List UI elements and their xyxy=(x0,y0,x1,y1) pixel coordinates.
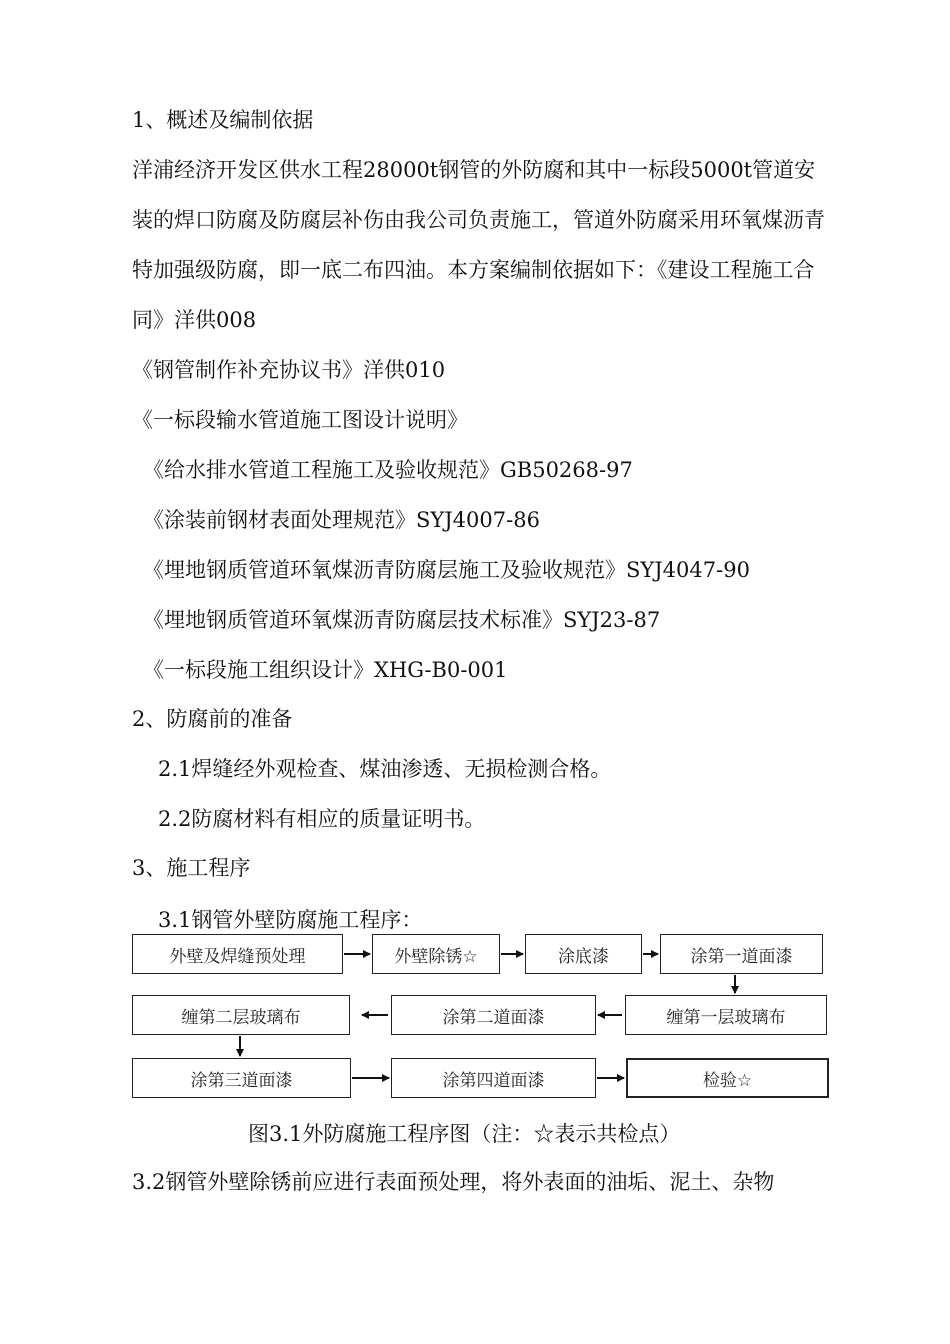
flow-step-second-topcoat: 涂第二道面漆 xyxy=(391,995,596,1035)
section-2-heading: 2、防腐前的准备 xyxy=(132,707,293,731)
section-1-heading: 1、概述及编制依据 xyxy=(132,108,314,132)
flow-step-primer: 涂底漆 xyxy=(525,934,642,974)
flow-step-third-topcoat: 涂第三道面漆 xyxy=(132,1058,351,1098)
reference-item: 《钢管制作补充协议书》洋供010 xyxy=(132,358,446,382)
flow-step-pretreatment: 外壁及焊缝预处理 xyxy=(132,934,343,974)
flow-step-second-glass-cloth: 缠第二层玻璃布 xyxy=(132,995,350,1035)
section-3-heading: 3、施工程序 xyxy=(132,856,251,880)
flow-step-rust-removal: 外壁除锈☆ xyxy=(372,934,500,974)
reference-item: 《涂装前钢材表面处理规范》SYJ4007-86 xyxy=(143,508,540,532)
reference-item: 《一标段施工组织设计》XHG-B0-001 xyxy=(143,658,508,682)
reference-item: 《给水排水管道工程施工及验收规范》GB50268-97 xyxy=(143,458,633,482)
flow-step-inspection: 检验☆ xyxy=(626,1058,829,1098)
subsection-3-2: 3.2钢管外壁除锈前应进行表面预处理，将外表面的油垢、泥土、杂物 xyxy=(132,1170,775,1194)
reference-item: 《埋地钢质管道环氧煤沥青防腐层技术标准》SYJ23-87 xyxy=(143,608,661,632)
section-1-paragraph: 洋浦经济开发区供水工程28000t钢管的外防腐和其中一标段5000t管道安装的焊口防腐及防腐层补伤由我公司负责施工，管道外防腐采用环氧煤沥青特加强级防腐，即一底二布四油。本方案编制依据如下：《建设工程施工合同》洋供008 xyxy=(132,158,825,332)
figure-caption: 图3.1外防腐施工程序图（注：☆表示共检点） xyxy=(248,1122,681,1146)
prep-item: 2.2防腐材料有相应的质量证明书。 xyxy=(158,807,486,831)
flow-step-first-glass-cloth: 缠第一层玻璃布 xyxy=(625,995,827,1035)
reference-item: 《一标段输水管道施工图设计说明》 xyxy=(132,408,468,432)
prep-item: 2.1焊缝经外观检查、煤油渗透、无损检测合格。 xyxy=(158,757,612,781)
reference-item: 《埋地钢质管道环氧煤沥青防腐层施工及验收规范》SYJ4047-90 xyxy=(143,558,750,582)
subsection-3-1: 3.1钢管外壁防腐施工程序： xyxy=(158,908,423,932)
flow-step-fourth-topcoat: 涂第四道面漆 xyxy=(391,1058,596,1098)
flow-step-first-topcoat: 涂第一道面漆 xyxy=(660,934,823,974)
